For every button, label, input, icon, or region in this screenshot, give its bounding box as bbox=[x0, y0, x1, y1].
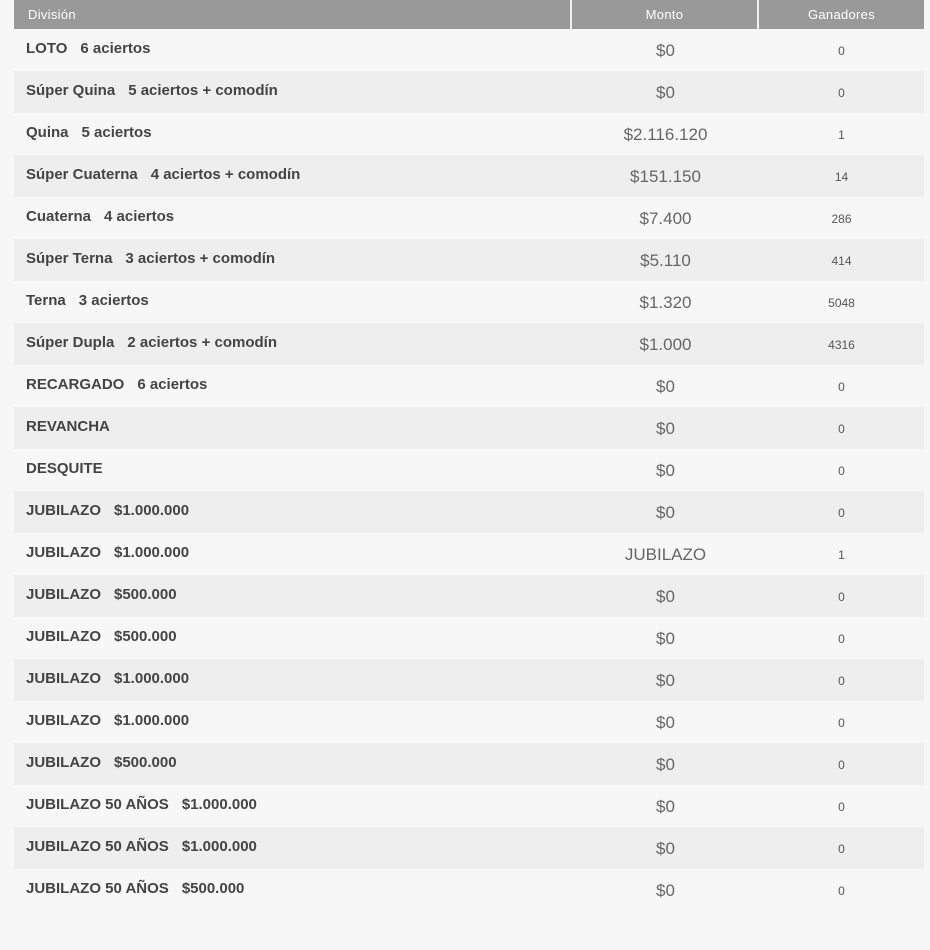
division-cell bbox=[14, 82, 572, 99]
monto-cell: $0 bbox=[656, 587, 675, 606]
division-detail: $1.000.000 bbox=[181, 795, 257, 813]
ganadores-cell: 4316 bbox=[828, 338, 855, 352]
division-detail: $1.000.000 bbox=[114, 501, 190, 519]
division-cell bbox=[14, 460, 572, 477]
division-detail: $1.000.000 bbox=[114, 669, 190, 687]
division-detail: 4 aciertos + comodín bbox=[150, 165, 301, 183]
division-detail: $500.000 bbox=[181, 879, 245, 897]
monto-cell: $0 bbox=[656, 881, 675, 900]
table-row bbox=[14, 365, 924, 407]
monto-cell: $1.000 bbox=[639, 335, 692, 354]
monto-cell: $0 bbox=[656, 377, 675, 396]
division-detail: 3 aciertos + comodín bbox=[125, 249, 276, 267]
monto-cell: $0 bbox=[656, 755, 675, 774]
division-detail: 2 aciertos + comodín bbox=[127, 333, 277, 351]
division-cell bbox=[14, 628, 572, 645]
table-row bbox=[14, 239, 924, 281]
ganadores-cell: 0 bbox=[838, 800, 845, 814]
division-name: Súper Terna bbox=[26, 249, 113, 267]
division-name: JUBILAZO 50 AÑOS bbox=[26, 879, 169, 897]
division-cell bbox=[14, 754, 572, 771]
division-name: JUBILAZO bbox=[26, 585, 101, 603]
ganadores-cell: 0 bbox=[838, 464, 845, 478]
division-name: Cuaterna bbox=[26, 207, 92, 225]
table-row bbox=[14, 113, 924, 155]
ganadores-cell: 0 bbox=[838, 44, 845, 58]
table-body bbox=[14, 29, 924, 911]
table-header bbox=[14, 0, 924, 29]
table-row bbox=[14, 197, 924, 239]
division-cell bbox=[14, 292, 572, 309]
table-row bbox=[14, 281, 924, 323]
division-detail: $1.000.000 bbox=[114, 711, 190, 729]
division-detail: $1.000.000 bbox=[114, 543, 190, 561]
table-row bbox=[14, 449, 924, 491]
division-cell bbox=[14, 376, 572, 393]
division-name: JUBILAZO bbox=[26, 753, 101, 771]
division-name: REVANCHA bbox=[26, 417, 110, 435]
division-name: JUBILAZO bbox=[26, 543, 101, 561]
division-detail: 4 aciertos bbox=[104, 207, 175, 225]
header-ganadores: Ganadores bbox=[807, 7, 876, 22]
division-detail: 6 aciertos bbox=[80, 39, 151, 57]
division-detail: 5 aciertos bbox=[81, 123, 152, 141]
division-cell bbox=[14, 796, 572, 813]
ganadores-cell: 0 bbox=[838, 758, 845, 772]
ganadores-cell: 0 bbox=[838, 590, 845, 604]
table-row bbox=[14, 407, 924, 449]
division-detail: $500.000 bbox=[114, 585, 177, 603]
table-row bbox=[14, 323, 924, 365]
division-name: DESQUITE bbox=[26, 459, 103, 477]
division-name: Súper Cuaterna bbox=[26, 165, 138, 183]
table-row bbox=[14, 827, 924, 869]
division-name: Terna bbox=[26, 291, 66, 309]
monto-cell: $0 bbox=[656, 671, 675, 690]
division-name: Súper Quina bbox=[26, 81, 116, 99]
division-name: JUBILAZO 50 AÑOS bbox=[26, 795, 169, 813]
table-row bbox=[14, 701, 924, 743]
division-name: JUBILAZO bbox=[26, 669, 101, 687]
table-row bbox=[14, 71, 924, 113]
ganadores-cell: 286 bbox=[831, 212, 852, 226]
prize-table bbox=[14, 0, 924, 911]
ganadores-cell: 14 bbox=[834, 170, 849, 184]
monto-cell: $0 bbox=[656, 797, 675, 816]
division-cell bbox=[14, 166, 572, 183]
table-row bbox=[14, 29, 924, 71]
ganadores-cell: 5048 bbox=[828, 296, 855, 310]
division-name: JUBILAZO bbox=[26, 711, 101, 729]
monto-cell: $0 bbox=[656, 83, 675, 102]
ganadores-cell: 0 bbox=[838, 842, 845, 856]
division-cell bbox=[14, 670, 572, 687]
division-cell bbox=[14, 208, 572, 225]
division-name: LOTO bbox=[26, 39, 68, 57]
division-cell bbox=[14, 502, 572, 519]
ganadores-cell: 0 bbox=[838, 632, 845, 646]
division-cell bbox=[14, 712, 572, 729]
division-detail: 6 aciertos bbox=[137, 375, 208, 393]
division-cell bbox=[14, 586, 572, 603]
monto-cell: $0 bbox=[656, 41, 675, 60]
division-cell bbox=[14, 250, 572, 267]
monto-cell: $0 bbox=[656, 419, 675, 438]
ganadores-cell: 0 bbox=[838, 884, 845, 898]
division-name: Súper Dupla bbox=[26, 333, 115, 351]
table-row bbox=[14, 155, 924, 197]
ganadores-cell: 0 bbox=[838, 86, 845, 100]
division-cell bbox=[14, 334, 572, 351]
header-monto: Monto bbox=[572, 0, 759, 29]
monto-cell: $5.110 bbox=[640, 251, 691, 270]
table-row bbox=[14, 491, 924, 533]
division-detail: 3 aciertos bbox=[78, 291, 149, 309]
header-division: División bbox=[14, 0, 572, 29]
division-name: JUBILAZO bbox=[26, 501, 101, 519]
ganadores-cell: 1 bbox=[838, 548, 845, 562]
table-row bbox=[14, 575, 924, 617]
division-cell bbox=[14, 544, 572, 561]
division-name: Quina bbox=[26, 123, 69, 141]
ganadores-cell: 0 bbox=[838, 716, 845, 730]
division-cell bbox=[14, 418, 572, 435]
division-detail: $500.000 bbox=[114, 627, 177, 645]
ganadores-cell: 1 bbox=[838, 128, 845, 142]
table-row bbox=[14, 869, 924, 911]
table-row bbox=[14, 533, 924, 575]
division-cell bbox=[14, 124, 572, 141]
monto-cell: JUBILAZO bbox=[624, 545, 707, 564]
monto-cell: $0 bbox=[656, 839, 675, 858]
monto-cell: $0 bbox=[656, 503, 675, 522]
table-row bbox=[14, 617, 924, 659]
monto-cell: $0 bbox=[656, 461, 675, 480]
division-name: RECARGADO bbox=[26, 375, 125, 393]
ganadores-cell: 0 bbox=[838, 422, 845, 436]
table-row bbox=[14, 659, 924, 701]
ganadores-cell: 0 bbox=[838, 506, 845, 520]
division-cell bbox=[14, 880, 572, 897]
monto-cell: $1.320 bbox=[639, 293, 692, 312]
table-row bbox=[14, 785, 924, 827]
division-detail: $1.000.000 bbox=[181, 837, 257, 855]
division-name: JUBILAZO bbox=[26, 627, 101, 645]
ganadores-cell: 0 bbox=[838, 674, 845, 688]
ganadores-cell: 0 bbox=[838, 380, 845, 394]
monto-cell: $2.116.120 bbox=[623, 125, 708, 144]
division-cell bbox=[14, 40, 572, 57]
monto-cell: $0 bbox=[656, 713, 675, 732]
monto-cell: $7.400 bbox=[639, 209, 692, 228]
monto-cell: $0 bbox=[656, 629, 675, 648]
division-name: JUBILAZO 50 AÑOS bbox=[26, 837, 169, 855]
ganadores-cell: 414 bbox=[831, 254, 852, 268]
table-row bbox=[14, 743, 924, 785]
division-detail: $500.000 bbox=[114, 753, 177, 771]
monto-cell: $151.150 bbox=[630, 167, 701, 186]
division-detail: 5 aciertos + comodín bbox=[128, 81, 278, 99]
division-cell bbox=[14, 838, 572, 855]
